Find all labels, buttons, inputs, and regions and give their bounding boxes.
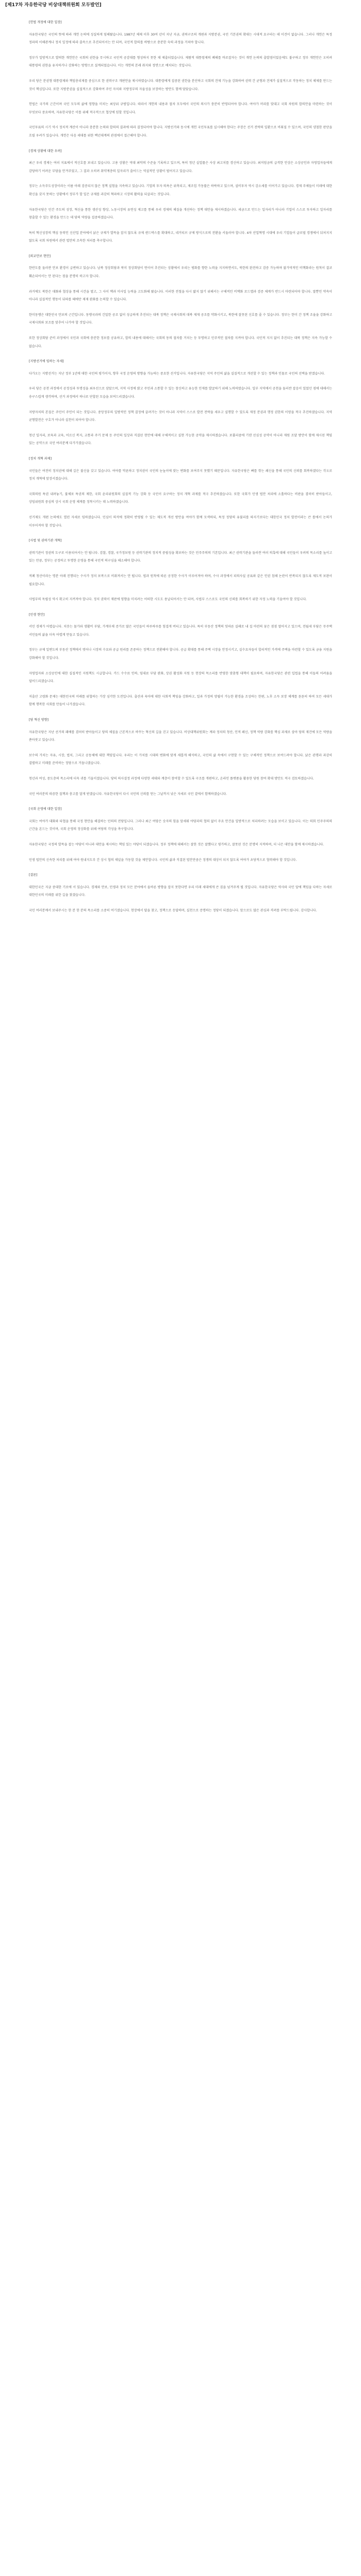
body-paragraph: 청년과 여성, 중도층의 목소리에 더욱 귀를 기울이겠습니다. 당의 의사결정 과정에 다양한 세대와 계층이 참여할 수 있도록 구조를 개편하고, 온라인 플랫폼을 활용한 당원 참여 확대 방안도 적극 검토하겠습니다. [29, 777, 314, 781]
body-paragraph: 서민 경제가 어렵습니다. 치솟는 물가와 생활비 부담, 가계부채 증가로 많은 국민들이 하루하루를 힘겹게 버티고 있습니다. 특히 부동산 정책의 잇따른 실패로 내 집 마련의 꿈은 점점 멀어지고 있으며, 전월세 부담은 무주택 서민들의 삶을 더욱 어렵게 만들고 있습니다. [29, 625, 332, 637]
body-paragraph: 저출산 고령화 문제는 대한민국의 미래를 위협하는 가장 심각한 도전입니다. 출산과 육아에 대한 사회적 책임을 강화하고, 일과 가정의 양립이 가능한 환경을 조성하는 한편, 노후 소득 보장 체계를 튼튼히 하여 모든 세대가 함께 행복한 사회를 만들어 나가겠습니다. [29, 694, 332, 707]
body-paragraph: 한미동맹은 대한민국 안보의 근간입니다. 동맹국과의 긴밀한 공조 없이 성급하게 추진되는 대북 정책은 국제사회의 대북 제재 공조를 약화시키고, 북한에 잘못된 신호를 줄 수 있습니다. 정부는 한미 간 정책 조율을 강화하고 국제사회와 보조를 맞추어 나가야 할 것입니다. [29, 313, 332, 325]
body-paragraph: 국민 여러분의 따끔한 질책과 충고를 달게 받겠습니다. 자유한국당이 다시 국민의 신뢰를 얻는 그날까지 낮은 자세로 국민 곁에서 함께하겠습니다. [29, 792, 227, 796]
body-paragraph: 자유한국당은 지난 선거의 패배를 겸허히 받아들이고 당의 체질을 근본적으로 바꾸는 혁신의 길을 걷고 있습니다. 비상대책위원회는 계파 정치의 청산, 인적 쇄신, 정책 역량 강화를 핵심 과제로 삼아 당의 재건에 모든 역량을 쏟아붓고 있습니다. [29, 730, 332, 742]
body-paragraph: 대한민국은 지금 중대한 기로에 서 있습니다. 경제와 안보, 민생과 정치 모든 분야에서 올바른 방향을 잡지 못한다면 우리 미래 세대에게 큰 짐을 넘겨주게 될 것입니다. 자유한국당은 역사와 국민 앞에 책임을 다하는 자세로 대한민국의 미래를 위한 길을 찾겠습니다. [29, 885, 332, 897]
section-heading: [사법 및 권력기관 개혁] [29, 539, 62, 543]
body-paragraph: 민생 법안의 신속한 처리를 위해 여야 원내지도부 간 상시 협의 채널을 가동할 것을 제안합니다. 국민의 삶과 직결된 법안만큼은 정쟁의 대상이 되지 않도록 여야가 초당적으로 협력해야 할 것입니다. [29, 858, 297, 862]
body-paragraph: 자유한국당은 국민의 뜻에 따라 개헌 논의에 성실하게 임해왔습니다. 1987년 체제 이후 30여 년이 지난 지금, 권력구조의 개편과 지방분권, 국민 기본권의 확대는 시대적 요구라는 데 이견이 없습니다. 그러나 개헌은 특정 정파의 이해관계나 정치 일정에 따라 졸속으로 추진되어서는 안 되며, 국민적 합의를 바탕으로 충분한 숙의 과정을 거쳐야 합니다. [29, 32, 332, 45]
document-body [29, 15, 332, 2576]
section-heading: [지방선거에 임하는 자세] [29, 360, 64, 364]
body-paragraph: 국민투표의 시기 역시 정치적 계산이 아니라 충분한 논의와 합의의 결과에 따라 결정되어야 합니다. 지방선거와 동시에 개헌 국민투표를 실시해야 한다는 주장은 선거 전략의 일환으로 비춰질 수 있으며, 국민의 냉철한 판단을 흐릴 우려가 있습니다. 개헌은 다음 세대를 위한 백년대계의 관점에서 접근해야 합니다. [29, 126, 332, 138]
body-paragraph: 특히 혁신성장의 핵심 동력인 신산업 분야에서 낡은 규제가 발목을 잡지 않도록 규제 샌드박스를 확대하고, 네거티브 규제 방식으로의 전환을 서둘러야 합니다. 4차 산업혁명 시대에 우리 기업들이 글로벌 경쟁에서 뒤처지지 않도록 국회 차원에서 관련 법안의 조속한 처리를 촉구합니다. [29, 231, 332, 243]
section-heading: [당 혁신 방향] [29, 718, 49, 722]
body-paragraph: 국민들은 여전히 정치권에 대해 깊은 불신을 갖고 있습니다. 여야를 막론하고 정치권이 국민의 눈높이에 맞는 변화를 보여주지 못했기 때문입니다. 자유한국당은 뼈를 깎는 쇄신을 통해 국민의 신뢰를 회복하겠다는 각오로 정치 개혁에 앞장서겠습니다. [29, 469, 332, 481]
body-paragraph: 권력기관이 정권의 도구로 이용되어서는 안 됩니다. 검찰, 경찰, 국가정보원 등 권력기관의 정치적 중립성을 확보하는 것은 민주주의의 기본입니다. 최근 권력기관을 둘러싼 여러 의혹에 대해 국민들이 우려의 목소리를 높이고 있는 만큼, 정부는 공정하고 투명한 운영을 통해 국민적 의구심을 해소해야 합니다. [29, 551, 332, 563]
section-heading: [헌법 개정에 대한 입장] [29, 21, 62, 24]
body-paragraph: 자유한국당은 국정의 발목을 잡는 야당이 아니라 대안을 제시하는 책임 있는 야당이 되겠습니다. 정부 정책에 대해서는 잘한 것은 잘했다고 평가하고, 잘못된 것은 분명히 지적하며, 더 나은 대안을 함께 제시하겠습니다. [29, 842, 324, 846]
body-paragraph: 최근 우리 경제는 여러 지표에서 적신호를 보내고 있습니다. 고용 상황은 역대 최악의 수준을 기록하고 있으며, 특히 청년 실업률은 사상 최고치를 경신하고 있습니다. 최저임금의 급격한 인상은 소상공인과 자영업자들에게 감당하기 어려운 부담을 안겨주었고, 그 결과 오히려 취약계층의 일자리가 줄어드는 역설적인 상황이 벌어지고 있습니다. [29, 161, 332, 173]
body-paragraph: 정부는 규제 일변도의 부동산 정책에서 벗어나 시장의 수요와 공급 원리를 존중하는 정책으로 전환해야 합니다. 공급 확대를 통해 주택 시장을 안정시키고, 실수요자들이 합리적인 가격에 주택을 마련할 수 있도록 금융 지원을 강화해야 할 것입니다. [29, 648, 332, 660]
body-paragraph: 지방자치의 본질은 주민이 주인이 되는 것입니다. 중앙정부의 일방적인 정책 결정에 끌려가는 것이 아니라 지역이 스스로 발전 전략을 세우고 실행할 수 있도록 재정 분권과 행정 권한의 이양을 적극 추진하겠습니다. 지역 균형발전은 구호가 아니라 실천이 되어야 합니다. [29, 410, 332, 422]
body-paragraph: 또한 정상회담 준비 과정에서 국민과 국회에 충분한 정보를 공유하고, 합의 내용에 대해서는 국회의 동의 절차를 거치는 등 투명하고 민주적인 절차를 지켜야 합니다. 국민적 지지 없이 추진되는 대북 정책은 지속 가능할 수 없습니다. [29, 336, 332, 348]
body-paragraph: 헌법은 국가의 근간이며 국민 모두의 삶에 영향을 미치는 최상위 규범입니다. 따라서 개헌의 내용과 절차 모두에서 국민의 의사가 충분히 반영되어야 합니다. 여야가 머리를 맞대고 국회 차원의 합의안을 마련하는 것이 무엇보다 중요하며, 자유한국당은 이를 위해 적극적으로 협상에 임할 것입니다. [29, 103, 332, 114]
body-paragraph: 우리 당은 분권형 대통령제와 책임총리제를 중심으로 한 권력구조 개편안을 제시하였습니다. 대통령에게 집중된 권한을 분산하고 국회의 견제 기능을 강화하여 권력 간 균형과 견제가 실질적으로 작동하는 정치 체제를 만드는 것이 핵심입니다. 또한 지방분권을 실질적으로 강화하여 주민 자치와 지방정부의 자율성을 보장하는 방안도 함께 담았습니다. [29, 79, 332, 91]
section-heading: [외교안보 현안] [29, 254, 51, 258]
body-paragraph: 보수의 가치는 자유, 시장, 법치, 그리고 공동체에 대한 책임입니다. 우리는 이 가치를 시대의 변화에 맞게 새롭게 해석하고, 국민의 삶 속에서 구현할 수 있는 구체적인 정책으로 보여드려야 합니다. 낡은 관행과 과감히 결별하고 미래를 준비하는 정당으로 거듭나겠습니다. [29, 753, 332, 766]
section-heading: [결론] [29, 873, 38, 877]
body-paragraph: 다가오는 지방선거는 지난 정부 1년에 대한 국민의 평가이자, 향후 국정 운영의 방향을 가늠하는 중요한 선거입니다. 자유한국당은 지역 주민의 삶을 실질적으로 개선할 수 있는 정책과 인물로 국민의 선택을 받겠습니다. [29, 371, 325, 376]
body-paragraph: 자유한국당은 민간 주도의 성장, 혁신을 통한 생산성 향상, 노동시장의 유연성 제고를 통해 우리 경제의 체질을 개선하는 정책 대안을 제시하겠습니다. 세금으로 만드는 일자리가 아니라 기업이 스스로 투자하고 일자리를 창출할 수 있는 환경을 만드는 데 당의 역량을 집중하겠습니다. [29, 208, 332, 220]
section-heading: [국회 운영에 대한 입장] [29, 807, 62, 811]
body-paragraph: 국회는 여야가 대화와 타협을 통해 국정 현안을 해결하는 민의의 전당입니다. 그러나 최근 여당은 숫자의 힘을 앞세워 야당과의 협의 없이 주요 안건을 일방적으로 처리하려는 모습을 보이고 있습니다. 이는 의회 민주주의의 근간을 흔드는 것이며, 국회 운영의 정상화를 위해 여당의 각성을 촉구합니다. [29, 819, 332, 832]
body-paragraph: 정부가 일방적으로 발의한 개헌안은 국회의 권한을 무시하고 국민적 공감대를 형성하지 못한 채 제출되었습니다. 제왕적 대통령제의 폐해를 바로잡자는 것이 개헌 논의의 출발점이었음에도 불구하고 정부 개헌안은 오히려 대통령의 권한을 유지하거나 강화하는 방향으로 설계되었습니다. 이는 개헌의 본래 취지와 정면으로 배치되는 것입니다. [29, 56, 332, 68]
body-paragraph: 사법부의 독립성 역시 확고히 지켜져야 합니다. 정치 권력이 재판에 영향을 미치려는 어떠한 시도도 용납되어서는 안 되며, 사법부 스스로도 국민의 신뢰를 회복하기 위한 자정 노력을 기울여야 할 것입니다. [29, 598, 307, 602]
section-heading: [정치 개혁 과제] [29, 456, 52, 461]
body-paragraph: 선거제도 개편 논의에도 열린 자세로 임하겠습니다. 민심이 의석에 정확히 반영될 수 있는 제도적 개선 방안을 여야가 함께 모색하되, 특정 정당의 유불리를 따지기보다는 대한민국 정치 발전이라는 큰 틀에서 논의가 이루어져야 할 것입니다. [29, 515, 332, 528]
body-paragraph: 한반도를 둘러싼 안보 환경이 급변하고 있습니다. 남북 정상회담과 북미 정상회담이 연이어 추진되는 상황에서 우리는 평화를 향한 노력을 지지하면서도, 북한의 완전하고 검증 가능하며 불가역적인 비핵화라는 원칙이 결코 훼손되어서는 안 된다는 점을 분명히 하고자 합니다. [29, 266, 332, 279]
body-paragraph: 자영업자와 소상공인에 대한 실질적인 지원책도 시급합니다. 카드 수수료 인하, 임대료 부담 완화, 상권 활성화 지원 등 현장의 목소리를 반영한 맞춤형 대책이 필요하며, 자유한국당은 관련 입법을 통해 이들의 어려움을 덜어드리겠습니다. [29, 671, 332, 684]
section-heading: [경제 상황에 대한 우려] [29, 149, 62, 153]
document-title: [제17차 자유한국당 비상대책위원회 모두발언] [5, 3, 102, 8]
body-paragraph: 우리 당은 공천 과정에서 공정성과 투명성을 최우선으로 삼았으며, 지역 사정에 밝고 주민과 소통할 수 있는 참신하고 유능한 인재를 발굴하기 위해 노력하였습니다. 일부 지역에서 공천을 둘러싼 잡음이 있었던 점에 대해서는 송구스럽게 생각하며, 선거 과정에서 하나로 단합된 모습을 보여드리겠습니다. [29, 387, 332, 399]
body-paragraph: 과거에도 북한은 대화와 협상을 통해 시간을 벌고, 그 사이 핵과 미사일 능력을 고도화해 왔습니다. 이러한 전철을 다시 밟지 않기 위해서는 구체적인 비핵화 로드맵과 검증 체계가 반드시 마련되어야 합니다. 말뿐인 약속이 아니라 실질적인 행동이 뒤따를 때에만 제재 완화를 논의할 수 있습니다. [29, 290, 332, 302]
body-paragraph: 국회의원 특권 내려놓기, 불체포 특권의 제한, 국회 윤리위원회의 실질적 기능 강화 등 국민이 요구하는 정치 개혁 과제를 적극 추진하겠습니다. 또한 국회가 민생 법안 처리에 소홀하다는 비판을 겸허히 받아들이고, 상임위원회 중심의 상시 국회 운영 체계를 정착시키는 데 노력하겠습니다. [29, 492, 332, 504]
body-paragraph: 청년 일자리, 보육과 교육, 어르신 복지, 교통과 주거 문제 등 주민의 일상과 직결된 현안에 대해 구체적이고 실현 가능한 공약을 제시하겠습니다. 포퓰리즘에 기댄 선심성 공약이 아니라 재원 조달 방안이 함께 제시된 책임 있는 공약으로 국민 여러분께 다가가겠습니다. [29, 433, 332, 446]
section-heading: [민생 현안] [29, 613, 45, 617]
body-paragraph: 적폐 청산이라는 명분 아래 진행되는 수사가 정치 보복으로 비춰져서는 안 됩니다. 법과 원칙에 따른 공정한 수사가 이루어져야 하며, 수사 과정에서 피의사실 공표와 같은 인권 침해 논란이 반복되지 않도록 제도적 보완이 필요합니다. [29, 574, 332, 586]
body-paragraph: 정부는 소득주도성장이라는 이름 아래 검증되지 않은 정책 실험을 지속하고 있습니다. 기업의 투자 의욕은 위축되고, 제조업 가동률은 하락하고 있으며, 설비투자 역시 감소세를 이어가고 있습니다. 경제 주체들이 미래에 대한 확신을 갖지 못하는 상황에서 정부가 할 일은 규제를 과감히 혁파하고 시장의 활력을 되살리는 것입니다. [29, 184, 332, 196]
body-paragraph: 국민 여러분께서 보내주시는 한 분 한 분의 목소리를 소중히 여기겠습니다. 현장에서 답을 찾고, 정책으로 응답하며, 실천으로 증명하는 정당이 되겠습니다. 앞으로도 많은 관심과 격려를 부탁드립니다. 감사합니다. [29, 908, 317, 912]
